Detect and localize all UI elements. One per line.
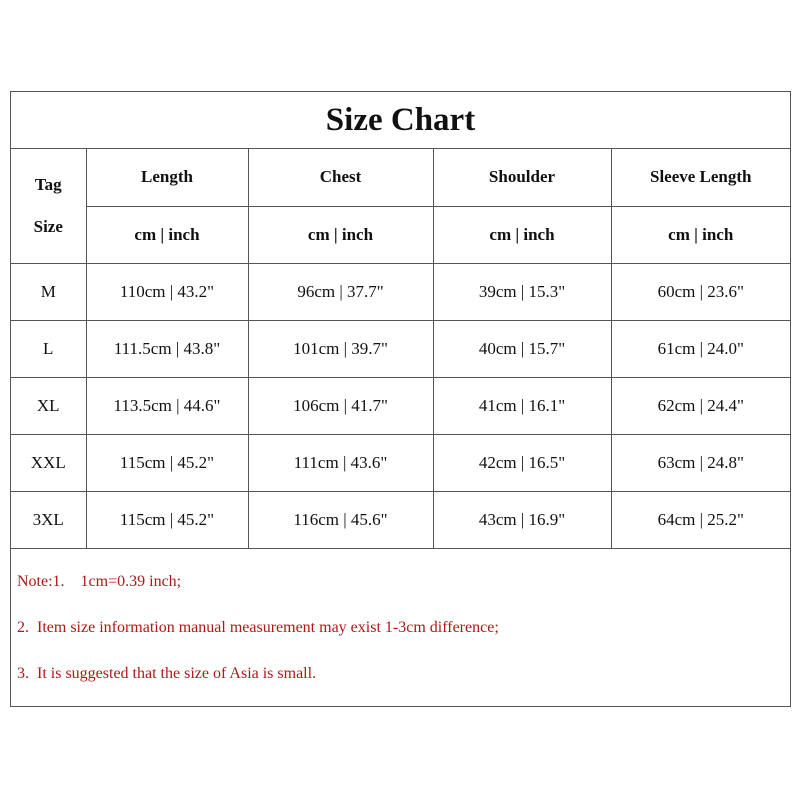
size-label: XL <box>11 377 86 434</box>
table-cell: 106cm | 41.7" <box>248 377 433 434</box>
table-cell: 111cm | 43.6" <box>248 434 433 491</box>
page-title: Size Chart <box>11 92 790 149</box>
column-header-sleeve-length: Sleeve Length <box>611 149 790 206</box>
table-row <box>11 377 790 434</box>
unit-label: cm | inch <box>433 206 611 263</box>
table-cell: 62cm | 24.4" <box>611 377 790 434</box>
size-label: L <box>11 320 86 377</box>
note-item: Note:1. 1cm=0.39 inch; <box>17 573 182 590</box>
table-cell: 41cm | 16.1" <box>433 377 611 434</box>
column-header-shoulder: Shoulder <box>433 149 611 206</box>
table-cell: 61cm | 24.0" <box>611 320 790 377</box>
table-cell: 116cm | 45.6" <box>248 491 433 548</box>
note-item: 2. Item size information manual measurement may exist 1-3cm difference; <box>17 619 499 636</box>
table-cell: 39cm | 15.3" <box>433 263 611 320</box>
size-chart <box>10 91 791 707</box>
table-row <box>11 434 790 491</box>
unit-row <box>11 206 790 263</box>
size-header-line: Size <box>33 216 63 236</box>
table-cell: 113.5cm | 44.6" <box>86 377 248 434</box>
table-cell: 111.5cm | 43.8" <box>86 320 248 377</box>
table-cell: 115cm | 45.2" <box>86 491 248 548</box>
tag-size-header <box>11 149 86 263</box>
table-cell: 43cm | 16.9" <box>433 491 611 548</box>
column-header-length: Length <box>86 149 248 206</box>
table-cell: 110cm | 43.2" <box>86 263 248 320</box>
table-cell: 60cm | 23.6" <box>611 263 790 320</box>
table-cell: 64cm | 25.2" <box>611 491 790 548</box>
table-cell: 42cm | 16.5" <box>433 434 611 491</box>
unit-label: cm | inch <box>248 206 433 263</box>
note-item: 3. It is suggested that the size of Asia is small. <box>17 665 317 682</box>
size-label: M <box>11 263 86 320</box>
size-label: XXL <box>11 434 86 491</box>
size-table <box>11 149 790 549</box>
table-row <box>11 263 790 320</box>
table-cell: 40cm | 15.7" <box>433 320 611 377</box>
table-header-row <box>11 149 790 206</box>
table-cell: 115cm | 45.2" <box>86 434 248 491</box>
table-row <box>11 320 790 377</box>
size-label: 3XL <box>11 491 86 548</box>
tag-header-line: Tag <box>34 174 62 194</box>
column-header-chest: Chest <box>248 149 433 206</box>
unit-label: cm | inch <box>86 206 248 263</box>
unit-label: cm | inch <box>611 206 790 263</box>
table-row <box>11 491 790 548</box>
table-cell: 96cm | 37.7" <box>248 263 433 320</box>
table-cell: 63cm | 24.8" <box>611 434 790 491</box>
table-cell: 101cm | 39.7" <box>248 320 433 377</box>
